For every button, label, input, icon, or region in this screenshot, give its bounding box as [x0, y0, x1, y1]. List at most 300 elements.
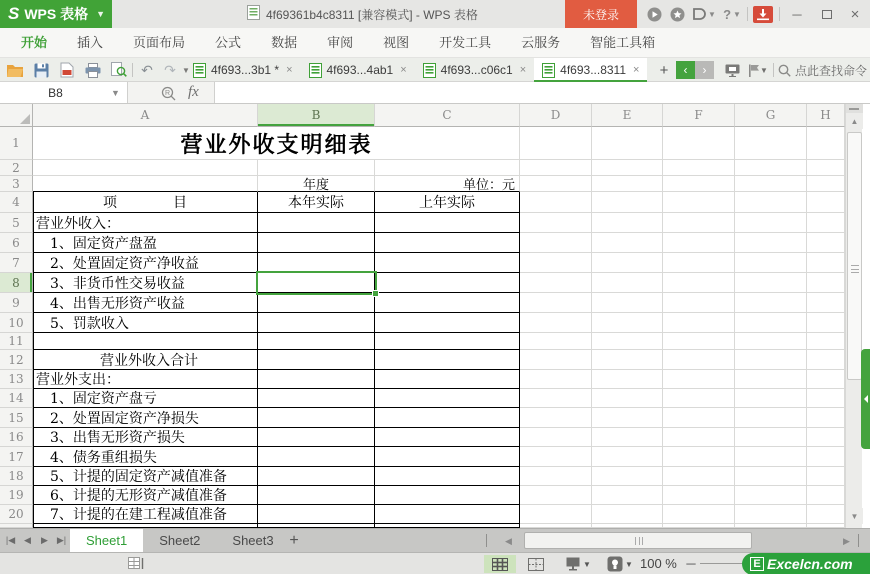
- open-folder-icon[interactable]: [5, 61, 25, 79]
- next-sheet-button[interactable]: ▶: [38, 535, 51, 546]
- cell-e3[interactable]: [592, 176, 663, 192]
- cell-f1[interactable]: [663, 127, 735, 160]
- cell-e6[interactable]: [592, 233, 663, 253]
- cell-b16[interactable]: [258, 428, 375, 447]
- cell-g7[interactable]: [735, 253, 807, 273]
- cell-c16[interactable]: [375, 428, 520, 447]
- presentation-icon[interactable]: [722, 61, 742, 79]
- cell-c12[interactable]: [375, 350, 520, 370]
- cell-b19[interactable]: [258, 486, 375, 505]
- doc-tab-2[interactable]: [415, 58, 535, 82]
- cell-a10[interactable]: 5、罚款收入: [33, 313, 258, 333]
- scroll-up-button[interactable]: ▲: [846, 113, 863, 129]
- cell-a4[interactable]: 项 目: [33, 192, 258, 213]
- last-sheet-button[interactable]: ▶|: [56, 535, 67, 545]
- cell-c17[interactable]: [375, 447, 520, 467]
- toolbar-separator: [773, 63, 774, 77]
- cell-d18[interactable]: [520, 467, 592, 486]
- cell-e19[interactable]: [592, 486, 663, 505]
- cell-a7[interactable]: 2、处置固定资产净收益: [33, 253, 258, 273]
- cell-b17[interactable]: [258, 447, 375, 467]
- row-header-8[interactable]: 8: [0, 273, 33, 293]
- lookup-icon[interactable]: [158, 84, 178, 102]
- cell-d4[interactable]: [520, 192, 592, 213]
- vertical-scrollbar[interactable]: [845, 104, 862, 528]
- cell-d17[interactable]: [520, 447, 592, 467]
- sheet-tab-sheet1[interactable]: Sheet1: [70, 529, 143, 552]
- task-pane-toggle[interactable]: [861, 349, 870, 449]
- first-sheet-button[interactable]: |◀: [5, 535, 16, 545]
- titlebar-separator: [779, 7, 780, 21]
- cell-f5[interactable]: [663, 213, 735, 233]
- cell-b4[interactable]: 本年实际: [258, 192, 375, 213]
- row-header-15[interactable]: 15: [0, 408, 33, 428]
- doc-tab-0[interactable]: [185, 58, 301, 82]
- cell-c5[interactable]: [375, 213, 520, 233]
- cell-a12[interactable]: 营业外收入合计: [33, 350, 258, 370]
- cell-g16[interactable]: [735, 428, 807, 447]
- cell-g1[interactable]: [735, 127, 807, 160]
- row-header-12[interactable]: 12: [0, 350, 33, 370]
- cell-h14[interactable]: [807, 389, 845, 408]
- skin-icon[interactable]: ▼: [691, 6, 717, 22]
- cell-c9[interactable]: [375, 293, 520, 313]
- document-title-text: 4f69361b4c8311 [兼容模式] - WPS 表格: [266, 7, 478, 22]
- add-sheet-button[interactable]: +: [284, 529, 304, 552]
- maximize-button[interactable]: [814, 0, 840, 28]
- menu-tab-1[interactable]: 插入: [77, 35, 104, 50]
- cell-b12[interactable]: [258, 350, 375, 370]
- cell-f3[interactable]: [663, 176, 735, 192]
- cell-e11[interactable]: [592, 333, 663, 350]
- cell-d12[interactable]: [520, 350, 592, 370]
- cell-h18[interactable]: [807, 467, 845, 486]
- cell-a14[interactable]: 1、固定资产盘亏: [33, 389, 258, 408]
- cell-h3[interactable]: [807, 176, 845, 192]
- formula-bar: [0, 82, 870, 104]
- menu-tab-3[interactable]: 公式: [215, 35, 242, 50]
- page-break-view-button[interactable]: [520, 555, 552, 573]
- cell-mode-icon: [128, 557, 144, 573]
- doc-tab-label: 4f693...3b1 *: [211, 63, 280, 77]
- cell-f11[interactable]: [663, 333, 735, 350]
- doc-tab-label: 4f693...c06c1: [440, 63, 513, 77]
- cell-g20[interactable]: [735, 505, 807, 524]
- row-header-18[interactable]: 18: [0, 467, 33, 486]
- cell-a9[interactable]: 4、出售无形资产收益: [33, 293, 258, 313]
- menu-tab-5[interactable]: 审阅: [327, 35, 354, 50]
- cell-d15[interactable]: [520, 408, 592, 428]
- page-layout-view-icon: [565, 557, 581, 571]
- cell-a15[interactable]: 2、处置固定资产净损失: [33, 408, 258, 428]
- cell-g14[interactable]: [735, 389, 807, 408]
- cell-g12[interactable]: [735, 350, 807, 370]
- cell-d10[interactable]: [520, 313, 592, 333]
- menu-tab-4[interactable]: 数据: [271, 35, 298, 50]
- find-command-box[interactable]: [778, 58, 867, 82]
- cell-f16[interactable]: [663, 428, 735, 447]
- cell-e17[interactable]: [592, 447, 663, 467]
- cell-g11[interactable]: [735, 333, 807, 350]
- chevron-down-icon: ▼: [625, 559, 633, 569]
- search-icon: [778, 64, 791, 77]
- cell-f6[interactable]: [663, 233, 735, 253]
- community-icon[interactable]: [645, 6, 663, 22]
- wps-logo-icon: S: [8, 4, 20, 23]
- download-icon[interactable]: [752, 6, 774, 22]
- feedback-icon[interactable]: [668, 6, 686, 22]
- sheet-tab-sheet3[interactable]: Sheet3: [232, 533, 274, 548]
- cell-d11[interactable]: [520, 333, 592, 350]
- toolbar-more-icon[interactable]: ▼: [182, 65, 190, 75]
- row-header-16[interactable]: 16: [0, 428, 33, 447]
- sheet-tabs: [70, 529, 290, 552]
- cell-f8[interactable]: [663, 273, 735, 293]
- cell-d8[interactable]: [520, 273, 592, 293]
- cell-c11[interactable]: [375, 333, 520, 350]
- cell-f19[interactable]: [663, 486, 735, 505]
- zoom-level: 100 %: [640, 556, 677, 571]
- cell-d1[interactable]: [520, 127, 592, 160]
- cell-f18[interactable]: [663, 467, 735, 486]
- cell-e16[interactable]: [592, 428, 663, 447]
- row-header-3[interactable]: 3: [0, 176, 33, 192]
- sheet-tab-sheet2[interactable]: Sheet2: [159, 533, 201, 548]
- cell-a8[interactable]: 3、非货币性交易收益: [33, 273, 258, 293]
- sheet-tab-bar: [0, 528, 870, 552]
- cell-f9[interactable]: [663, 293, 735, 313]
- select-all-triangle-icon: [20, 114, 30, 124]
- column-header-f[interactable]: F: [663, 104, 735, 127]
- reading-mode-icon: [607, 556, 623, 572]
- menu-tab-0[interactable]: 开始: [21, 35, 48, 50]
- cell-g15[interactable]: [735, 408, 807, 428]
- cell-a5[interactable]: 营业外收入：: [33, 213, 258, 233]
- cell-f7[interactable]: [663, 253, 735, 273]
- status-bar: [0, 552, 870, 574]
- cell-e20[interactable]: [592, 505, 663, 524]
- cell-h9[interactable]: [807, 293, 845, 313]
- minimize-button[interactable]: ─: [784, 0, 810, 28]
- row-header-9[interactable]: 9: [0, 293, 33, 313]
- cell-g3[interactable]: [735, 176, 807, 192]
- cell-c7[interactable]: [375, 253, 520, 273]
- page-break-view-icon: [528, 558, 544, 571]
- cell-h12[interactable]: [807, 350, 845, 370]
- cell-b13[interactable]: [258, 370, 375, 389]
- sheet-navigation: [4, 529, 68, 552]
- cell-g17[interactable]: [735, 447, 807, 467]
- cell-e15[interactable]: [592, 408, 663, 428]
- cell-c2[interactable]: [375, 160, 520, 176]
- excelcn-logo-text: Excelcn.com: [767, 556, 853, 572]
- chevron-down-icon: ▼: [96, 9, 106, 19]
- cell-e12[interactable]: [592, 350, 663, 370]
- close-tab-icon[interactable]: ×: [286, 64, 293, 76]
- cell-g18[interactable]: [735, 467, 807, 486]
- cell-d16[interactable]: [520, 428, 592, 447]
- cell-g10[interactable]: [735, 313, 807, 333]
- document-tab-strip: [185, 58, 647, 82]
- cell-f17[interactable]: [663, 447, 735, 467]
- document-icon: [247, 5, 260, 23]
- fill-handle[interactable]: [372, 290, 379, 297]
- normal-view-button[interactable]: [484, 555, 516, 573]
- close-tab-icon[interactable]: ×: [519, 64, 527, 76]
- cell-f12[interactable]: [663, 350, 735, 370]
- export-pdf-icon[interactable]: [57, 61, 77, 79]
- cell-d2[interactable]: [520, 160, 592, 176]
- horizontal-scroll-thumb[interactable]: [524, 532, 752, 549]
- column-header-g[interactable]: G: [735, 104, 807, 127]
- page-layout-view-button[interactable]: [558, 555, 598, 573]
- worksheet-grid: [0, 104, 870, 528]
- cell-b14[interactable]: [258, 389, 375, 408]
- new-document-tab-button[interactable]: +: [655, 61, 673, 79]
- cell-e7[interactable]: [592, 253, 663, 273]
- normal-view-icon: [492, 558, 508, 571]
- sheet-file-icon: [542, 63, 555, 78]
- row-header-13[interactable]: 13: [0, 370, 33, 389]
- name-box-value: B8: [48, 85, 63, 100]
- cell-b6[interactable]: [258, 233, 375, 253]
- row-header-1[interactable]: 1: [0, 127, 33, 160]
- cell-a11[interactable]: [33, 333, 258, 350]
- cell-e1[interactable]: [592, 127, 663, 160]
- menu-tab-2[interactable]: 页面布局: [133, 35, 186, 50]
- cell-g9[interactable]: [735, 293, 807, 313]
- cell-b9[interactable]: [258, 293, 375, 313]
- flag-icon[interactable]: ▼: [746, 61, 770, 79]
- cell-a13[interactable]: 营业外支出：: [33, 370, 258, 389]
- cell-g19[interactable]: [735, 486, 807, 505]
- cell-b18[interactable]: [258, 467, 375, 486]
- table-left-border: [33, 192, 34, 528]
- cell-d6[interactable]: [520, 233, 592, 253]
- close-button[interactable]: ×: [842, 0, 868, 28]
- menu-tab-7[interactable]: 开发工具: [439, 35, 492, 50]
- vertical-scroll-thumb[interactable]: [847, 132, 862, 380]
- column-header-h[interactable]: H: [807, 104, 845, 127]
- print-preview-icon[interactable]: [109, 61, 129, 79]
- cell-h17[interactable]: [807, 447, 845, 467]
- scroll-left-button[interactable]: ◀: [500, 533, 517, 549]
- cell-c14[interactable]: [375, 389, 520, 408]
- cell-b5[interactable]: [258, 213, 375, 233]
- cell-d9[interactable]: [520, 293, 592, 313]
- prev-sheet-button[interactable]: ◀: [21, 535, 34, 546]
- column-header-d[interactable]: D: [520, 104, 592, 127]
- print-icon[interactable]: [83, 61, 103, 79]
- column-header-b[interactable]: B: [258, 104, 375, 127]
- row-header-17[interactable]: 17: [0, 447, 33, 467]
- row-header-2[interactable]: 2: [0, 160, 33, 176]
- cell-g5[interactable]: [735, 213, 807, 233]
- chevron-down-icon: ▼: [583, 559, 591, 569]
- row-header-10[interactable]: 10: [0, 313, 33, 333]
- cell-a6[interactable]: 1、固定资产盘盈: [33, 233, 258, 253]
- title-bar: [0, 0, 870, 28]
- cell-f15[interactable]: [663, 408, 735, 428]
- row-header-14[interactable]: 14: [0, 389, 33, 408]
- cell-e5[interactable]: [592, 213, 663, 233]
- cell-d14[interactable]: [520, 389, 592, 408]
- scroll-right-button[interactable]: ▶: [838, 533, 855, 549]
- row-header-7[interactable]: 7: [0, 253, 33, 273]
- cell-e13[interactable]: [592, 370, 663, 389]
- close-tab-icon[interactable]: ×: [400, 64, 407, 76]
- cell-c13[interactable]: [375, 370, 520, 389]
- cell-e10[interactable]: [592, 313, 663, 333]
- split-handle[interactable]: [846, 104, 863, 113]
- insert-function-button[interactable]: fx: [188, 84, 199, 100]
- cell-g8[interactable]: [735, 273, 807, 293]
- cell-f13[interactable]: [663, 370, 735, 389]
- cell-d20[interactable]: [520, 505, 592, 524]
- cell-a3[interactable]: [33, 176, 258, 192]
- reading-mode-button[interactable]: [600, 555, 640, 573]
- cell-c15[interactable]: [375, 408, 520, 428]
- cell-h10[interactable]: [807, 313, 845, 333]
- save-icon[interactable]: [31, 61, 51, 79]
- cell-h11[interactable]: [807, 333, 845, 350]
- titlebar-separator: [747, 7, 748, 21]
- cell-a18[interactable]: 5、计提的固定资产减值准备: [33, 467, 258, 486]
- cell-a16[interactable]: 3、出售无形资产损失: [33, 428, 258, 447]
- cell-e2[interactable]: [592, 160, 663, 176]
- cell-f2[interactable]: [663, 160, 735, 176]
- cell-b10[interactable]: [258, 313, 375, 333]
- close-tab-icon[interactable]: ×: [633, 64, 640, 76]
- chevron-left-icon: [864, 395, 868, 403]
- cell-d13[interactable]: [520, 370, 592, 389]
- cell-e14[interactable]: [592, 389, 663, 408]
- cell-b11[interactable]: [258, 333, 375, 350]
- chevron-down-icon: ▼: [111, 87, 120, 98]
- name-box[interactable]: [0, 82, 128, 103]
- cell-d5[interactable]: [520, 213, 592, 233]
- scroll-down-button[interactable]: ▼: [846, 508, 863, 524]
- cell-f4[interactable]: [663, 192, 735, 213]
- cell-c4[interactable]: 上年实际: [375, 192, 520, 213]
- cell-h15[interactable]: [807, 408, 845, 428]
- cell-b2[interactable]: [258, 160, 375, 176]
- sheet-file-icon: [423, 63, 436, 78]
- cell-h4[interactable]: [807, 192, 845, 213]
- select-all-button[interactable]: [0, 104, 33, 127]
- cell-h6[interactable]: [807, 233, 845, 253]
- column-header-c[interactable]: C: [375, 104, 520, 127]
- cell-b15[interactable]: [258, 408, 375, 428]
- formula-input[interactable]: [214, 82, 870, 103]
- cell-b3[interactable]: 年度: [258, 176, 375, 192]
- scrollbar-end-cap: [858, 534, 859, 547]
- cell-e4[interactable]: [592, 192, 663, 213]
- cell-f20[interactable]: [663, 505, 735, 524]
- cell-d7[interactable]: [520, 253, 592, 273]
- wps-app-menu[interactable]: [0, 0, 112, 28]
- cell-h20[interactable]: [807, 505, 845, 524]
- grip-icon: [851, 265, 859, 273]
- cell-a20[interactable]: 7、计提的在建工程减值准备: [33, 505, 258, 524]
- cell-c19[interactable]: [375, 486, 520, 505]
- find-command-label: 点此查找命令: [795, 63, 868, 78]
- cell-h8[interactable]: [807, 273, 845, 293]
- cell-c8[interactable]: [375, 273, 520, 293]
- cell-h2[interactable]: [807, 160, 845, 176]
- cell-d19[interactable]: [520, 486, 592, 505]
- next-tab-button[interactable]: ›: [695, 61, 714, 79]
- svg-text:R: R: [164, 89, 170, 97]
- prev-tab-button[interactable]: ‹: [676, 61, 695, 79]
- cell-g2[interactable]: [735, 160, 807, 176]
- menu-tab-6[interactable]: 视图: [383, 35, 410, 50]
- row-header-20[interactable]: 20: [0, 505, 33, 524]
- doc-tab-label: 4f693...8311: [560, 63, 627, 77]
- row-header-4[interactable]: 4: [0, 192, 33, 213]
- cell-a1-merged-title[interactable]: 营业外收支明细表: [180, 132, 373, 158]
- cell-h13[interactable]: [807, 370, 845, 389]
- column-header-a[interactable]: A: [33, 104, 258, 127]
- doc-tab-3[interactable]: [534, 58, 647, 82]
- help-icon[interactable]: ? ▼: [723, 6, 741, 22]
- row-header-19[interactable]: 19: [0, 486, 33, 505]
- menu-tab-9[interactable]: 智能工具箱: [590, 35, 656, 50]
- cell-a19[interactable]: 6、计提的无形资产减值准备: [33, 486, 258, 505]
- cell-b20[interactable]: [258, 505, 375, 524]
- cell-c10[interactable]: [375, 313, 520, 333]
- cell-b7[interactable]: [258, 253, 375, 273]
- cell-a17[interactable]: 4、债务重组损失: [33, 447, 258, 467]
- column-header-e[interactable]: E: [592, 104, 663, 127]
- cell-c3[interactable]: 单位：元: [375, 176, 520, 192]
- redo-icon[interactable]: ↷: [164, 61, 176, 78]
- login-button[interactable]: 未登录: [565, 0, 637, 28]
- undo-icon[interactable]: ↶: [141, 61, 153, 78]
- cell-h19[interactable]: [807, 486, 845, 505]
- cell-c20[interactable]: [375, 505, 520, 524]
- horizontal-scrollbar[interactable]: [480, 529, 866, 552]
- doc-tab-1[interactable]: [301, 58, 415, 82]
- grip-icon: [635, 537, 643, 545]
- cell-f14[interactable]: [663, 389, 735, 408]
- cell-a2[interactable]: [33, 160, 258, 176]
- scrollbar-end-cap: [486, 534, 487, 547]
- sheet-file-icon: [309, 63, 322, 78]
- cell-e18[interactable]: [592, 467, 663, 486]
- cell-g6[interactable]: [735, 233, 807, 253]
- cell-f10[interactable]: [663, 313, 735, 333]
- cell-c6[interactable]: [375, 233, 520, 253]
- cell-e8[interactable]: [592, 273, 663, 293]
- toolbar-separator: [132, 63, 133, 77]
- cell-h16[interactable]: [807, 428, 845, 447]
- row-header-5[interactable]: 5: [0, 213, 33, 233]
- cell-c18[interactable]: [375, 467, 520, 486]
- cell-h7[interactable]: [807, 253, 845, 273]
- cell-h1[interactable]: [807, 127, 845, 160]
- selection-border: [256, 271, 377, 295]
- cell-g13[interactable]: [735, 370, 807, 389]
- zoom-out-button[interactable]: ─: [684, 553, 698, 574]
- row-header-11[interactable]: 11: [0, 333, 33, 350]
- cell-h5[interactable]: [807, 213, 845, 233]
- cell-d3[interactable]: [520, 176, 592, 192]
- row-header-6[interactable]: 6: [0, 233, 33, 253]
- cell-g4[interactable]: [735, 192, 807, 213]
- cell-e9[interactable]: [592, 293, 663, 313]
- menu-tab-8[interactable]: 云服务: [521, 35, 561, 50]
